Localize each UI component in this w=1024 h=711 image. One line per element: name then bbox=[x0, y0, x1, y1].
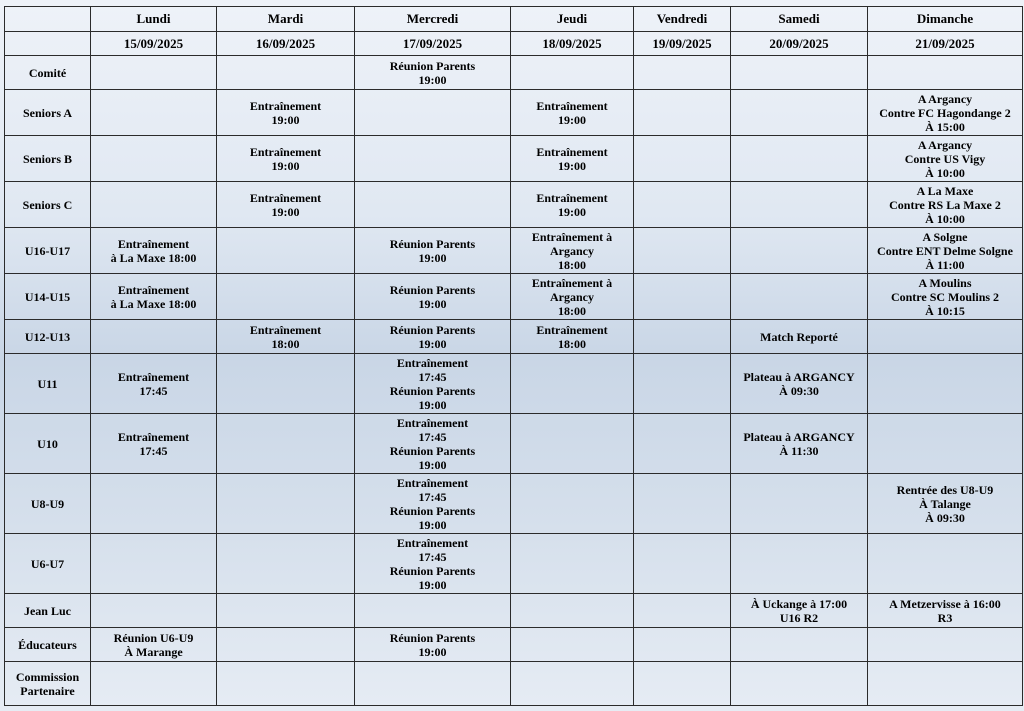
schedule-cell: Réunion U6-U9 À Marange bbox=[91, 628, 217, 662]
schedule-cell bbox=[91, 534, 217, 594]
row-label: U10 bbox=[5, 414, 91, 474]
schedule-cell: A La Maxe Contre RS La Maxe 2 À 10:00 bbox=[868, 182, 1023, 228]
schedule-cell bbox=[511, 534, 634, 594]
schedule-cell bbox=[91, 594, 217, 628]
schedule-cell: A Solgne Contre ENT Delme Solgne À 11:00 bbox=[868, 228, 1023, 274]
schedule-cell bbox=[634, 182, 731, 228]
row-label: Commission Partenaire bbox=[5, 662, 91, 706]
schedule-cell: Entraînement 17:45 bbox=[91, 414, 217, 474]
day-date: 20/09/2025 bbox=[731, 32, 868, 56]
schedule-cell bbox=[217, 594, 355, 628]
schedule-cell bbox=[511, 354, 634, 414]
schedule-cell bbox=[217, 354, 355, 414]
schedule-cell: Entraînement 19:00 bbox=[511, 136, 634, 182]
schedule-cell: Entraînement à La Maxe 18:00 bbox=[91, 228, 217, 274]
schedule-cell bbox=[91, 662, 217, 706]
schedule-row bbox=[5, 628, 1023, 662]
schedule-cell: Entraînement 19:00 bbox=[217, 182, 355, 228]
date-header-row bbox=[5, 32, 1023, 56]
schedule-cell bbox=[634, 274, 731, 320]
schedule-cell: A Argancy Contre FC Hagondange 2 À 15:00 bbox=[868, 90, 1023, 136]
schedule-cell bbox=[731, 474, 868, 534]
schedule-cell bbox=[731, 274, 868, 320]
schedule-cell bbox=[355, 90, 511, 136]
schedule-cell: Entraînement 17:45 Réunion Parents 19:00 bbox=[355, 474, 511, 534]
schedule-cell bbox=[91, 320, 217, 354]
row-label: Seniors A bbox=[5, 90, 91, 136]
day-date: 18/09/2025 bbox=[511, 32, 634, 56]
schedule-cell bbox=[91, 90, 217, 136]
row-label: U14-U15 bbox=[5, 274, 91, 320]
schedule-cell: Réunion Parents 19:00 bbox=[355, 274, 511, 320]
schedule-cell bbox=[634, 354, 731, 414]
schedule-cell bbox=[868, 662, 1023, 706]
schedule-cell: Entraînement 19:00 bbox=[217, 90, 355, 136]
schedule-cell: Entraînement à Argancy 18:00 bbox=[511, 228, 634, 274]
schedule-cell bbox=[217, 474, 355, 534]
row-label: Comité bbox=[5, 56, 91, 90]
row-label: Éducateurs bbox=[5, 628, 91, 662]
day-header-row bbox=[5, 7, 1023, 32]
schedule-cell: Réunion Parents 19:00 bbox=[355, 320, 511, 354]
schedule-cell: A Metzervisse à 16:00 R3 bbox=[868, 594, 1023, 628]
row-label: U8-U9 bbox=[5, 474, 91, 534]
day-name: Samedi bbox=[731, 7, 868, 32]
row-label: Seniors C bbox=[5, 182, 91, 228]
row-label: Jean Luc bbox=[5, 594, 91, 628]
day-name: Lundi bbox=[91, 7, 217, 32]
schedule-cell: Entraînement 19:00 bbox=[511, 90, 634, 136]
schedule-row bbox=[5, 228, 1023, 274]
schedule-cell bbox=[731, 662, 868, 706]
schedule-row bbox=[5, 320, 1023, 354]
schedule-cell bbox=[731, 534, 868, 594]
schedule-cell bbox=[634, 136, 731, 182]
schedule-row bbox=[5, 90, 1023, 136]
schedule-cell bbox=[91, 182, 217, 228]
schedule-cell bbox=[634, 662, 731, 706]
schedule-cell bbox=[868, 320, 1023, 354]
day-name: Mercredi bbox=[355, 7, 511, 32]
day-name: Dimanche bbox=[868, 7, 1023, 32]
schedule-cell bbox=[511, 662, 634, 706]
schedule-cell bbox=[355, 182, 511, 228]
day-name: Mardi bbox=[217, 7, 355, 32]
schedule-cell bbox=[511, 594, 634, 628]
corner-cell bbox=[5, 7, 91, 32]
schedule-cell: Entraînement 17:45 Réunion Parents 19:00 bbox=[355, 354, 511, 414]
schedule-cell bbox=[731, 90, 868, 136]
schedule-cell: A Moulins Contre SC Moulins 2 À 10:15 bbox=[868, 274, 1023, 320]
schedule-row bbox=[5, 534, 1023, 594]
schedule-row bbox=[5, 414, 1023, 474]
row-label: U6-U7 bbox=[5, 534, 91, 594]
schedule-cell bbox=[868, 414, 1023, 474]
schedule-cell bbox=[634, 628, 731, 662]
schedule-cell: Entraînement à La Maxe 18:00 bbox=[91, 274, 217, 320]
schedule-cell bbox=[634, 320, 731, 354]
schedule-cell bbox=[217, 628, 355, 662]
schedule-cell: Match Reporté bbox=[731, 320, 868, 354]
schedule-cell bbox=[731, 182, 868, 228]
schedule-cell: Entraînement 17:45 Réunion Parents 19:00 bbox=[355, 414, 511, 474]
schedule-cell bbox=[634, 228, 731, 274]
schedule-cell bbox=[217, 56, 355, 90]
schedule-cell bbox=[355, 594, 511, 628]
schedule-cell: Entraînement 18:00 bbox=[511, 320, 634, 354]
schedule-cell: Plateau à ARGANCY À 11:30 bbox=[731, 414, 868, 474]
schedule-cell: Entraînement 17:45 bbox=[91, 354, 217, 414]
schedule-cell bbox=[731, 56, 868, 90]
schedule-cell: Réunion Parents 19:00 bbox=[355, 56, 511, 90]
row-label: Seniors B bbox=[5, 136, 91, 182]
schedule-cell bbox=[511, 414, 634, 474]
schedule-row bbox=[5, 662, 1023, 706]
row-label: U11 bbox=[5, 354, 91, 414]
schedule-row bbox=[5, 594, 1023, 628]
weekly-schedule-table bbox=[4, 6, 1023, 706]
schedule-cell: Rentrée des U8-U9 À Talange À 09:30 bbox=[868, 474, 1023, 534]
schedule-cell bbox=[511, 56, 634, 90]
schedule-cell bbox=[511, 628, 634, 662]
row-label: U16-U17 bbox=[5, 228, 91, 274]
schedule-row bbox=[5, 136, 1023, 182]
schedule-cell bbox=[217, 662, 355, 706]
schedule-cell: Entraînement 19:00 bbox=[217, 136, 355, 182]
schedule-body bbox=[5, 56, 1023, 706]
schedule-cell bbox=[634, 594, 731, 628]
day-name: Jeudi bbox=[511, 7, 634, 32]
schedule-cell bbox=[217, 414, 355, 474]
schedule-cell: Entraînement 18:00 bbox=[217, 320, 355, 354]
schedule-cell bbox=[217, 274, 355, 320]
schedule-cell: Entraînement 19:00 bbox=[511, 182, 634, 228]
schedule-row bbox=[5, 182, 1023, 228]
schedule-cell: A Argancy Contre US Vigy À 10:00 bbox=[868, 136, 1023, 182]
day-name: Vendredi bbox=[634, 7, 731, 32]
schedule-row bbox=[5, 474, 1023, 534]
schedule-cell bbox=[634, 534, 731, 594]
schedule-cell bbox=[217, 228, 355, 274]
schedule-row bbox=[5, 56, 1023, 90]
schedule-cell bbox=[731, 136, 868, 182]
schedule-cell bbox=[868, 628, 1023, 662]
schedule-cell: Entraînement 17:45 Réunion Parents 19:00 bbox=[355, 534, 511, 594]
schedule-cell bbox=[731, 228, 868, 274]
schedule-cell bbox=[634, 414, 731, 474]
schedule-cell: Réunion Parents 19:00 bbox=[355, 628, 511, 662]
day-date: 16/09/2025 bbox=[217, 32, 355, 56]
schedule-cell bbox=[355, 662, 511, 706]
schedule-cell bbox=[868, 534, 1023, 594]
schedule-cell: À Uckange à 17:00 U16 R2 bbox=[731, 594, 868, 628]
schedule-cell bbox=[91, 56, 217, 90]
day-date: 19/09/2025 bbox=[634, 32, 731, 56]
schedule-cell: Réunion Parents 19:00 bbox=[355, 228, 511, 274]
schedule-cell bbox=[731, 628, 868, 662]
schedule-cell bbox=[634, 90, 731, 136]
schedule-cell bbox=[868, 56, 1023, 90]
day-date: 21/09/2025 bbox=[868, 32, 1023, 56]
schedule-cell: Plateau à ARGANCY À 09:30 bbox=[731, 354, 868, 414]
schedule-cell bbox=[868, 354, 1023, 414]
schedule-cell bbox=[634, 56, 731, 90]
row-label: U12-U13 bbox=[5, 320, 91, 354]
schedule-row bbox=[5, 354, 1023, 414]
schedule-cell bbox=[511, 474, 634, 534]
schedule-cell: Entraînement à Argancy 18:00 bbox=[511, 274, 634, 320]
schedule-cell bbox=[91, 474, 217, 534]
schedule-cell bbox=[355, 136, 511, 182]
schedule-cell bbox=[217, 534, 355, 594]
schedule-cell bbox=[91, 136, 217, 182]
day-date: 15/09/2025 bbox=[91, 32, 217, 56]
schedule-row bbox=[5, 274, 1023, 320]
corner-cell bbox=[5, 32, 91, 56]
schedule-cell bbox=[634, 474, 731, 534]
day-date: 17/09/2025 bbox=[355, 32, 511, 56]
